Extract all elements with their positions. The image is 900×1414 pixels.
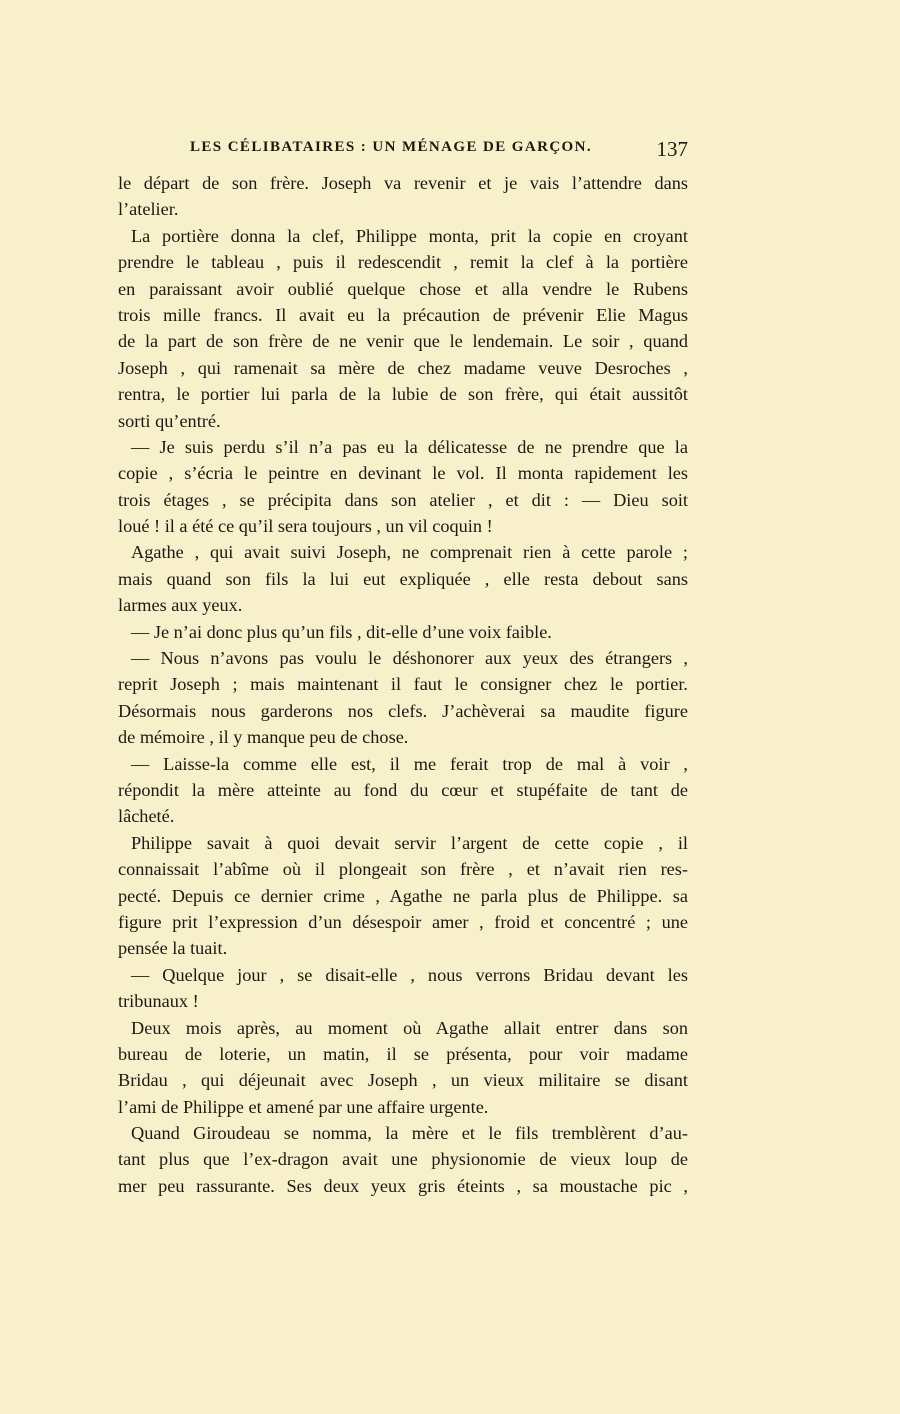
text-line: — Nous n’avons pas voulu le déshonorer aux yeux des étrangers , [131, 648, 688, 669]
text-line: loué ! il a été ce qu’il sera toujours , un vil coquin ! [118, 516, 493, 537]
text-line: le départ de son frère. Joseph va revenir et je vais l’attendre dans [118, 173, 688, 193]
paragraph [118, 962, 688, 1015]
text-line: lâcheté. [118, 806, 175, 827]
paragraph [118, 1120, 688, 1199]
text-line: Agathe , qui avait suivi Joseph, ne comprenait rien à cette parole ; [131, 542, 688, 563]
text-line: Joseph , qui ramenait sa mère de chez madame veuve Desroches , [118, 357, 688, 378]
text-line: de mémoire , il y manque peu de chose. [118, 727, 409, 748]
text-line: figure prit l’expression d’un désespoir amer , froid et concentré ; une [118, 911, 688, 932]
text-line: trois étages , se précipita dans son atelier , et dit : — Dieu soit [118, 489, 688, 510]
paragraph [118, 619, 688, 645]
paragraph [118, 830, 688, 962]
paragraph [118, 751, 688, 830]
text-line: sorti qu’entré. [118, 410, 221, 431]
text-line: tribunaux ! [118, 991, 199, 1012]
paragraph [118, 539, 688, 618]
paragraph [118, 434, 688, 540]
text-line: l’atelier. [118, 199, 179, 220]
text-line: La portière donna la clef, Philippe monta, prit la copie en croyant [131, 225, 688, 246]
page-body-text [118, 170, 688, 1199]
text-line: pensée la tuait. [118, 938, 228, 959]
text-line: copie , s’écria le peintre en devinant le vol. Il monta rapidement les [118, 463, 688, 484]
text-line: — Laisse-la comme elle est, il me ferait trop de mal à voir , [131, 753, 688, 774]
text-line: trois mille francs. Il avait eu la précaution de prévenir Elie Magus [118, 304, 688, 325]
text-line: connaissait l’abîme où il plongeait son frère , et n’avait rien res- [118, 859, 688, 880]
text-line: l’ami de Philippe et amené par une affaire urgente. [118, 1096, 489, 1117]
text-line: — Quelque jour , se disait-elle , nous verrons Bridau devant les [131, 964, 688, 985]
text-line: — Je suis perdu s’il n’a pas eu la délicatesse de ne prendre que la [131, 436, 688, 457]
text-line: Deux mois après, au moment où Agathe allait entrer dans son [131, 1017, 688, 1038]
text-line: pecté. Depuis ce dernier crime , Agathe ne parla plus de Philippe. sa [118, 885, 688, 906]
text-line: Philippe savait à quoi devait servir l’argent de cette copie , il [131, 832, 688, 853]
paragraph [118, 223, 688, 434]
text-line: reprit Joseph ; mais maintenant il faut le consigner chez le portier. [118, 674, 688, 695]
text-line: de la part de son frère de ne venir que le lendemain. Le soir , quand [118, 331, 688, 352]
text-line: prendre le tableau , puis il redescendit , remit la clef à la portière [118, 252, 688, 273]
page-number: 137 [656, 137, 688, 161]
text-line: mais quand son fils la lui eut expliquée , elle resta debout sans [118, 568, 688, 589]
text-line: répondit la mère atteinte au fond du cœur et stupéfaite de tant de [118, 779, 688, 800]
running-title: LES CÉLIBATAIRES : UN MÉNAGE DE GARÇON. [190, 139, 593, 155]
text-line: tant plus que l’ex-dragon avait une physionomie de vieux loup de [118, 1149, 688, 1170]
paragraph [118, 1015, 688, 1121]
text-line: en paraissant avoir oublié quelque chose et alla vendre le Rubens [118, 278, 688, 299]
text-line: rentra, le portier lui parla de la lubie de son frère, qui était aussitôt [118, 384, 688, 405]
paragraph [118, 645, 688, 751]
text-line: mer peu rassurante. Ses deux yeux gris éteints , sa moustache pic , [118, 1175, 688, 1196]
page-header [190, 137, 688, 163]
paragraph [118, 170, 688, 223]
text-line: bureau de loterie, un matin, il se présenta, pour voir madame [118, 1043, 688, 1064]
text-line: Quand Giroudeau se nomma, la mère et le fils tremblèrent d’au- [131, 1123, 688, 1144]
text-line: larmes aux yeux. [118, 595, 243, 616]
text-line: Désormais nous garderons nos clefs. J’achèverai sa maudite figure [118, 700, 688, 721]
text-line: Bridau , qui déjeunait avec Joseph , un vieux militaire se disant [118, 1070, 688, 1091]
text-line: — Je n’ai donc plus qu’un fils , dit-elle d’une voix faible. [131, 621, 552, 642]
